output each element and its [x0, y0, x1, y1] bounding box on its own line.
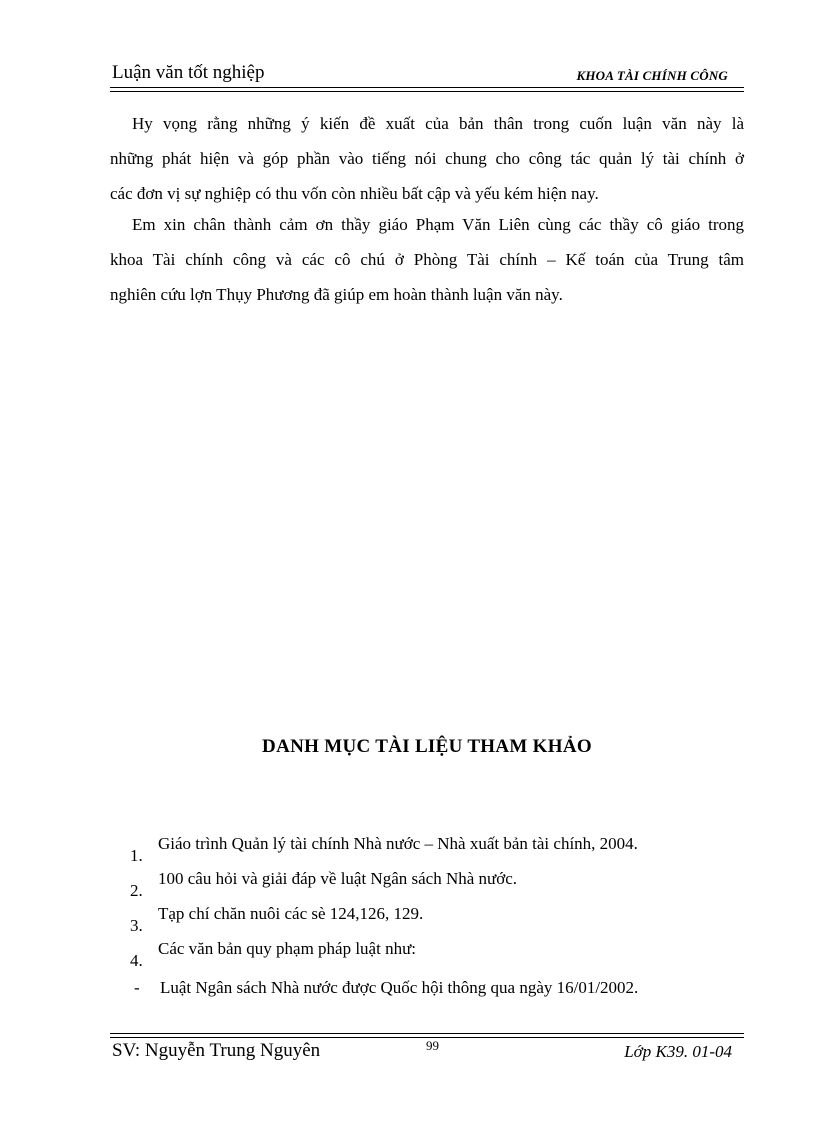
header-rule-bottom	[110, 91, 744, 92]
reference-item	[130, 834, 750, 869]
reference-text: Các văn bản quy phạm pháp luật như:	[158, 939, 417, 958]
reference-text: Luật Ngân sách Nhà nước được Quốc hội thông qua ngày 16/01/2002.	[160, 978, 639, 997]
reference-item	[130, 974, 750, 1009]
paragraph-hope	[110, 106, 744, 211]
reference-marker: 2.	[130, 881, 143, 900]
paragraph-thanks	[110, 207, 744, 312]
footer-student: SV: Nguyễn Trung Nguyên	[112, 1040, 321, 1061]
reference-item	[130, 939, 750, 974]
reference-marker: 1.	[130, 846, 143, 865]
header-title: Luận văn tốt nghiệp	[112, 62, 265, 83]
footer-class: Lớp K39. 01-04	[624, 1042, 732, 1061]
references-list	[130, 834, 750, 1009]
paragraph-line: nghiên cứu lợn Thụy Phương đã giúp em hoàn thành luận văn này.	[110, 285, 563, 304]
reference-text: Tạp chí chăn nuôi các sè 124,126, 129.	[158, 904, 424, 923]
paragraph-line: Hy vọng rằng những ý kiến đề xuất của bản thân trong cuốn luận văn này là	[132, 114, 744, 133]
footer-page-number: 99	[426, 1038, 439, 1053]
paragraph-line: Em xin chân thành cảm ơn thầy giáo Phạm Văn Liên cùng các thầy cô giáo trong	[132, 215, 744, 234]
reference-text: 100 câu hỏi và giải đáp về luật Ngân sách Nhà nước.	[158, 869, 518, 888]
reference-marker: 4.	[130, 951, 143, 970]
header-department: KHOA TÀI CHÍNH CÔNG	[576, 68, 728, 83]
reference-text: Giáo trình Quản lý tài chính Nhà nước – Nhà xuất bản tài chính, 2004.	[158, 834, 638, 853]
footer-rule-top	[110, 1033, 744, 1034]
references-title: DANH MỤC TÀI LIỆU THAM KHẢO	[262, 736, 592, 757]
header-rule-top	[110, 87, 744, 88]
reference-item	[130, 904, 750, 939]
reference-marker: 3.	[130, 916, 143, 935]
reference-item	[130, 869, 750, 904]
paragraph-line: các đơn vị sự nghiệp có thu vốn còn nhiều bất cập và yếu kém hiện nay.	[110, 184, 599, 203]
paragraph-line: những phát hiện và góp phần vào tiếng nói chung cho công tác quản lý tài chính ở	[110, 149, 744, 168]
paragraph-line: khoa Tài chính công và các cô chú ở Phòng Tài chính – Kế toán của Trung tâm	[110, 250, 744, 269]
reference-marker: -	[134, 978, 140, 997]
